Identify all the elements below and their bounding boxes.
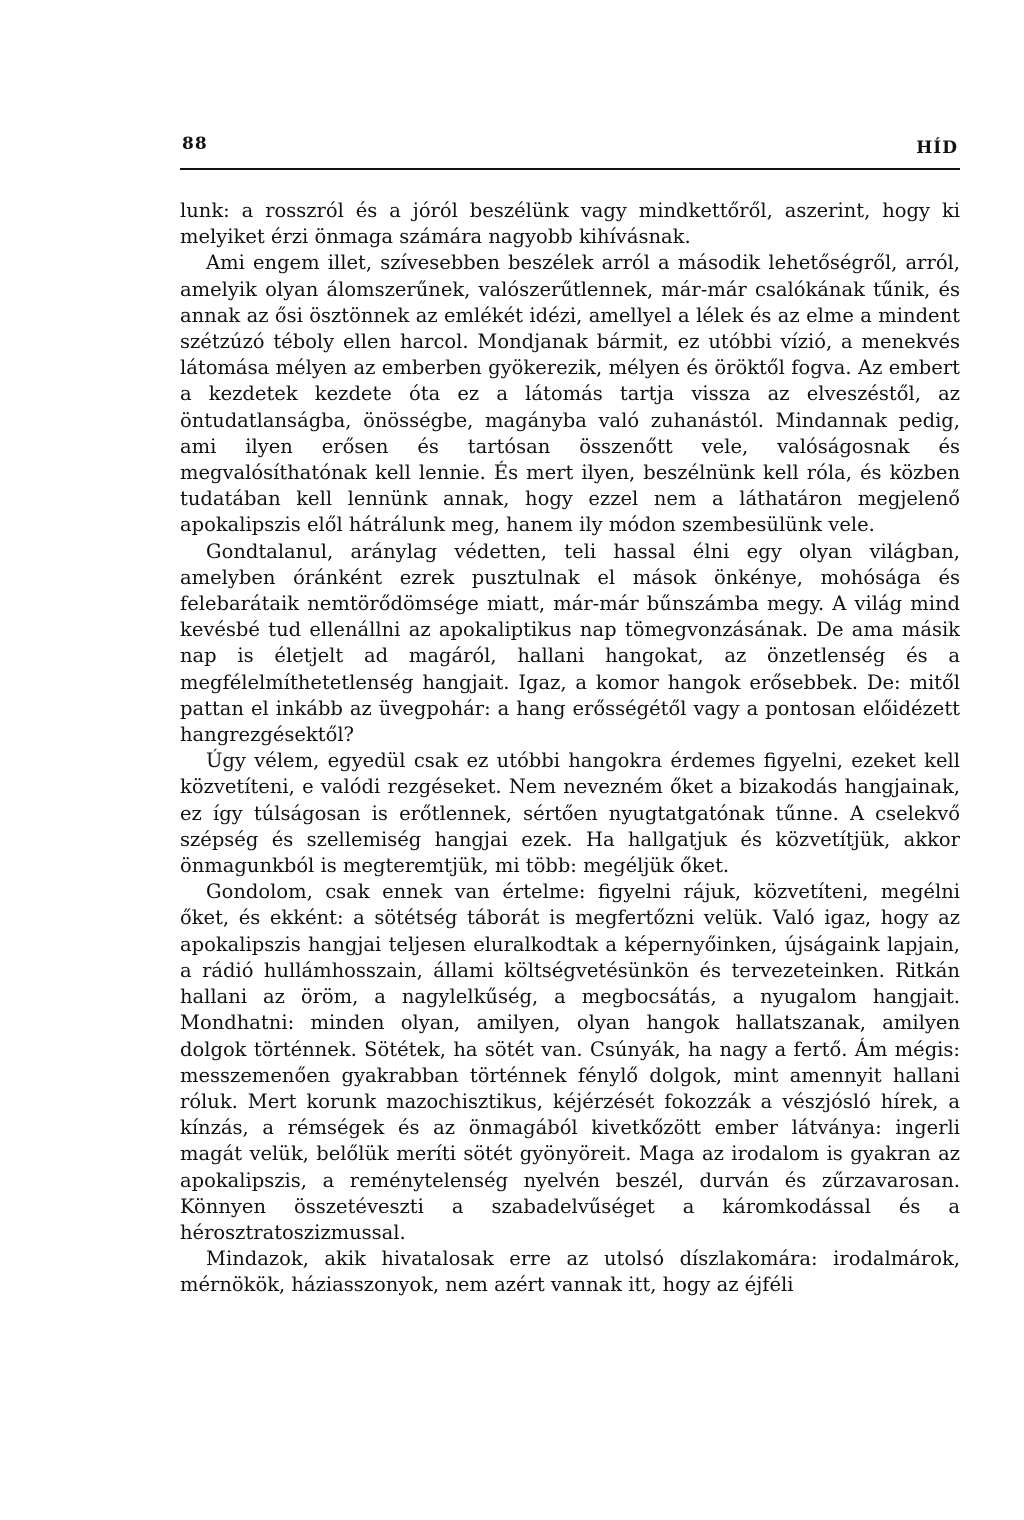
running-title: HÍD xyxy=(916,138,958,158)
paragraph-1: lunk: a rosszról és a jóról beszélünk vagy mindkettőről, aszerint, hogy ki melyiket érzi önmaga számára nagyobb kihívásnak. xyxy=(180,199,960,249)
paragraph-5: Gondolom, csak ennek van értelme: figyelni rájuk, közvetíteni, megélni őket, és ekként: a sötétség táborát is megfertőzni velük. Való igaz, hogy az apokalipszis hangjai teljesen eluralkodtak a képernyőinken, újságaink lapjain, a rádió hullámhosszain, állami költségvetésünkön és tervezeteinken. Ritkán hallani az öröm, a nagylelkűség, a megbocsátás, a nyugalom hangjait. Mondhatni: minden olyan, amilyen, olyan hangok hallatszanak, amilyen dolgok történnek. Sötétek, ha sötét van. Csúnyák, ha nagy a fertő. Ám mégis: messzemenően gyakrabban történnek fénylő dolgok, mint amennyit hallani róluk. Mert korunk mazochisztikus, kéjérzését fokozzák a vészjósló hírek, a kínzás, a rémségek és az önmagából kivetkőzött ember látványa: ingerli magát velük, belőlük meríti sötét gyönyöreit. Maga az irodalom is gyakran az apokalipszis, a reménytelenség nyelvén beszél, durván és zűrzavarosan. Könnyen összetéveszti a szabadelvűséget a káromkodással és a hérosztratoszizmussal. xyxy=(180,880,960,1244)
body-text xyxy=(180,198,960,1299)
header-rule xyxy=(180,168,960,170)
page-number: 88 xyxy=(182,134,208,154)
paragraph-4: Úgy vélem, egyedül csak ez utóbbi hangokra érdemes figyelni, ezeket kell közvetíteni, e valódi rezgéseket. Nem nevezném őket a bizakodás hangjainak, ez így túlságosan is erőtlennek, sértően nyugtatgatónak tűnne. A cselekvő szépség és szellemiség hangjai ezek. Ha hallgatjuk és közvetítjük, akkor önmagunkból is megteremtjük, mi több: megéljük őket. xyxy=(180,749,960,878)
page-header xyxy=(180,126,960,166)
paragraph-3: Gondtalanul, aránylag védetten, teli hassal élni egy olyan világban, amelyben óránként ezrek pusztulnak el mások önkénye, mohósága és felebarátaik nemtörődömsége miatt, már-már bűnszámba megy. A világ mind kevésbé tud ellenállni az apokaliptikus nap tömegvonzásának. De ama másik nap is életjelt ad magáról, hallani hangokat, az önzetlenség és a megfélelmíthetetlenség hangjait. Igaz, a komor hangok erősebbek. De: mitől pattan el inkább az üvegpohár: a hang erősségétől vagy a pontosan előidézett hangrezgésektől? xyxy=(180,539,960,747)
paragraph-2: Ami engem illet, szívesebben beszélek arról a második lehetőségről, arról, amelyik olyan álomszerűnek, valószerűtlennek, már-már csalókának tűnik, és annak az ősi ösztönnek az emlékét idézi, amellyel a lélek és az elme a mindent szétzúzó téboly ellen harcol. Mondjanak bármit, ez utóbbi vízió, a menekvés látomása mélyen az emberben gyökerezik, mélyen és öröktől fogva. Az embert a kezdetek kezdete óta ez a látomás tartja vissza az elveszéstől, az öntudatlanságba, önösségbe, magányba való zuhanástól. Mindannak pedig, ami ilyen erősen és tartósan összenőtt vele, valóságosnak és megvalósíthatónak kell lennie. És mert ilyen, beszélnünk kell róla, és közben tudatában kell lennünk annak, hogy ezzel nem a láthatáron megjelenő apokalipszis elől hátrálunk meg, hanem ily módon szembesülünk vele. xyxy=(180,251,960,537)
paragraph-6: Mindazok, akik hivatalosak erre az utolsó díszlakomára: irodalmárok, mérnökök, háziasszonyok, nem azért vannak itt, hogy az éjféli xyxy=(180,1247,960,1297)
book-page xyxy=(180,126,960,1297)
